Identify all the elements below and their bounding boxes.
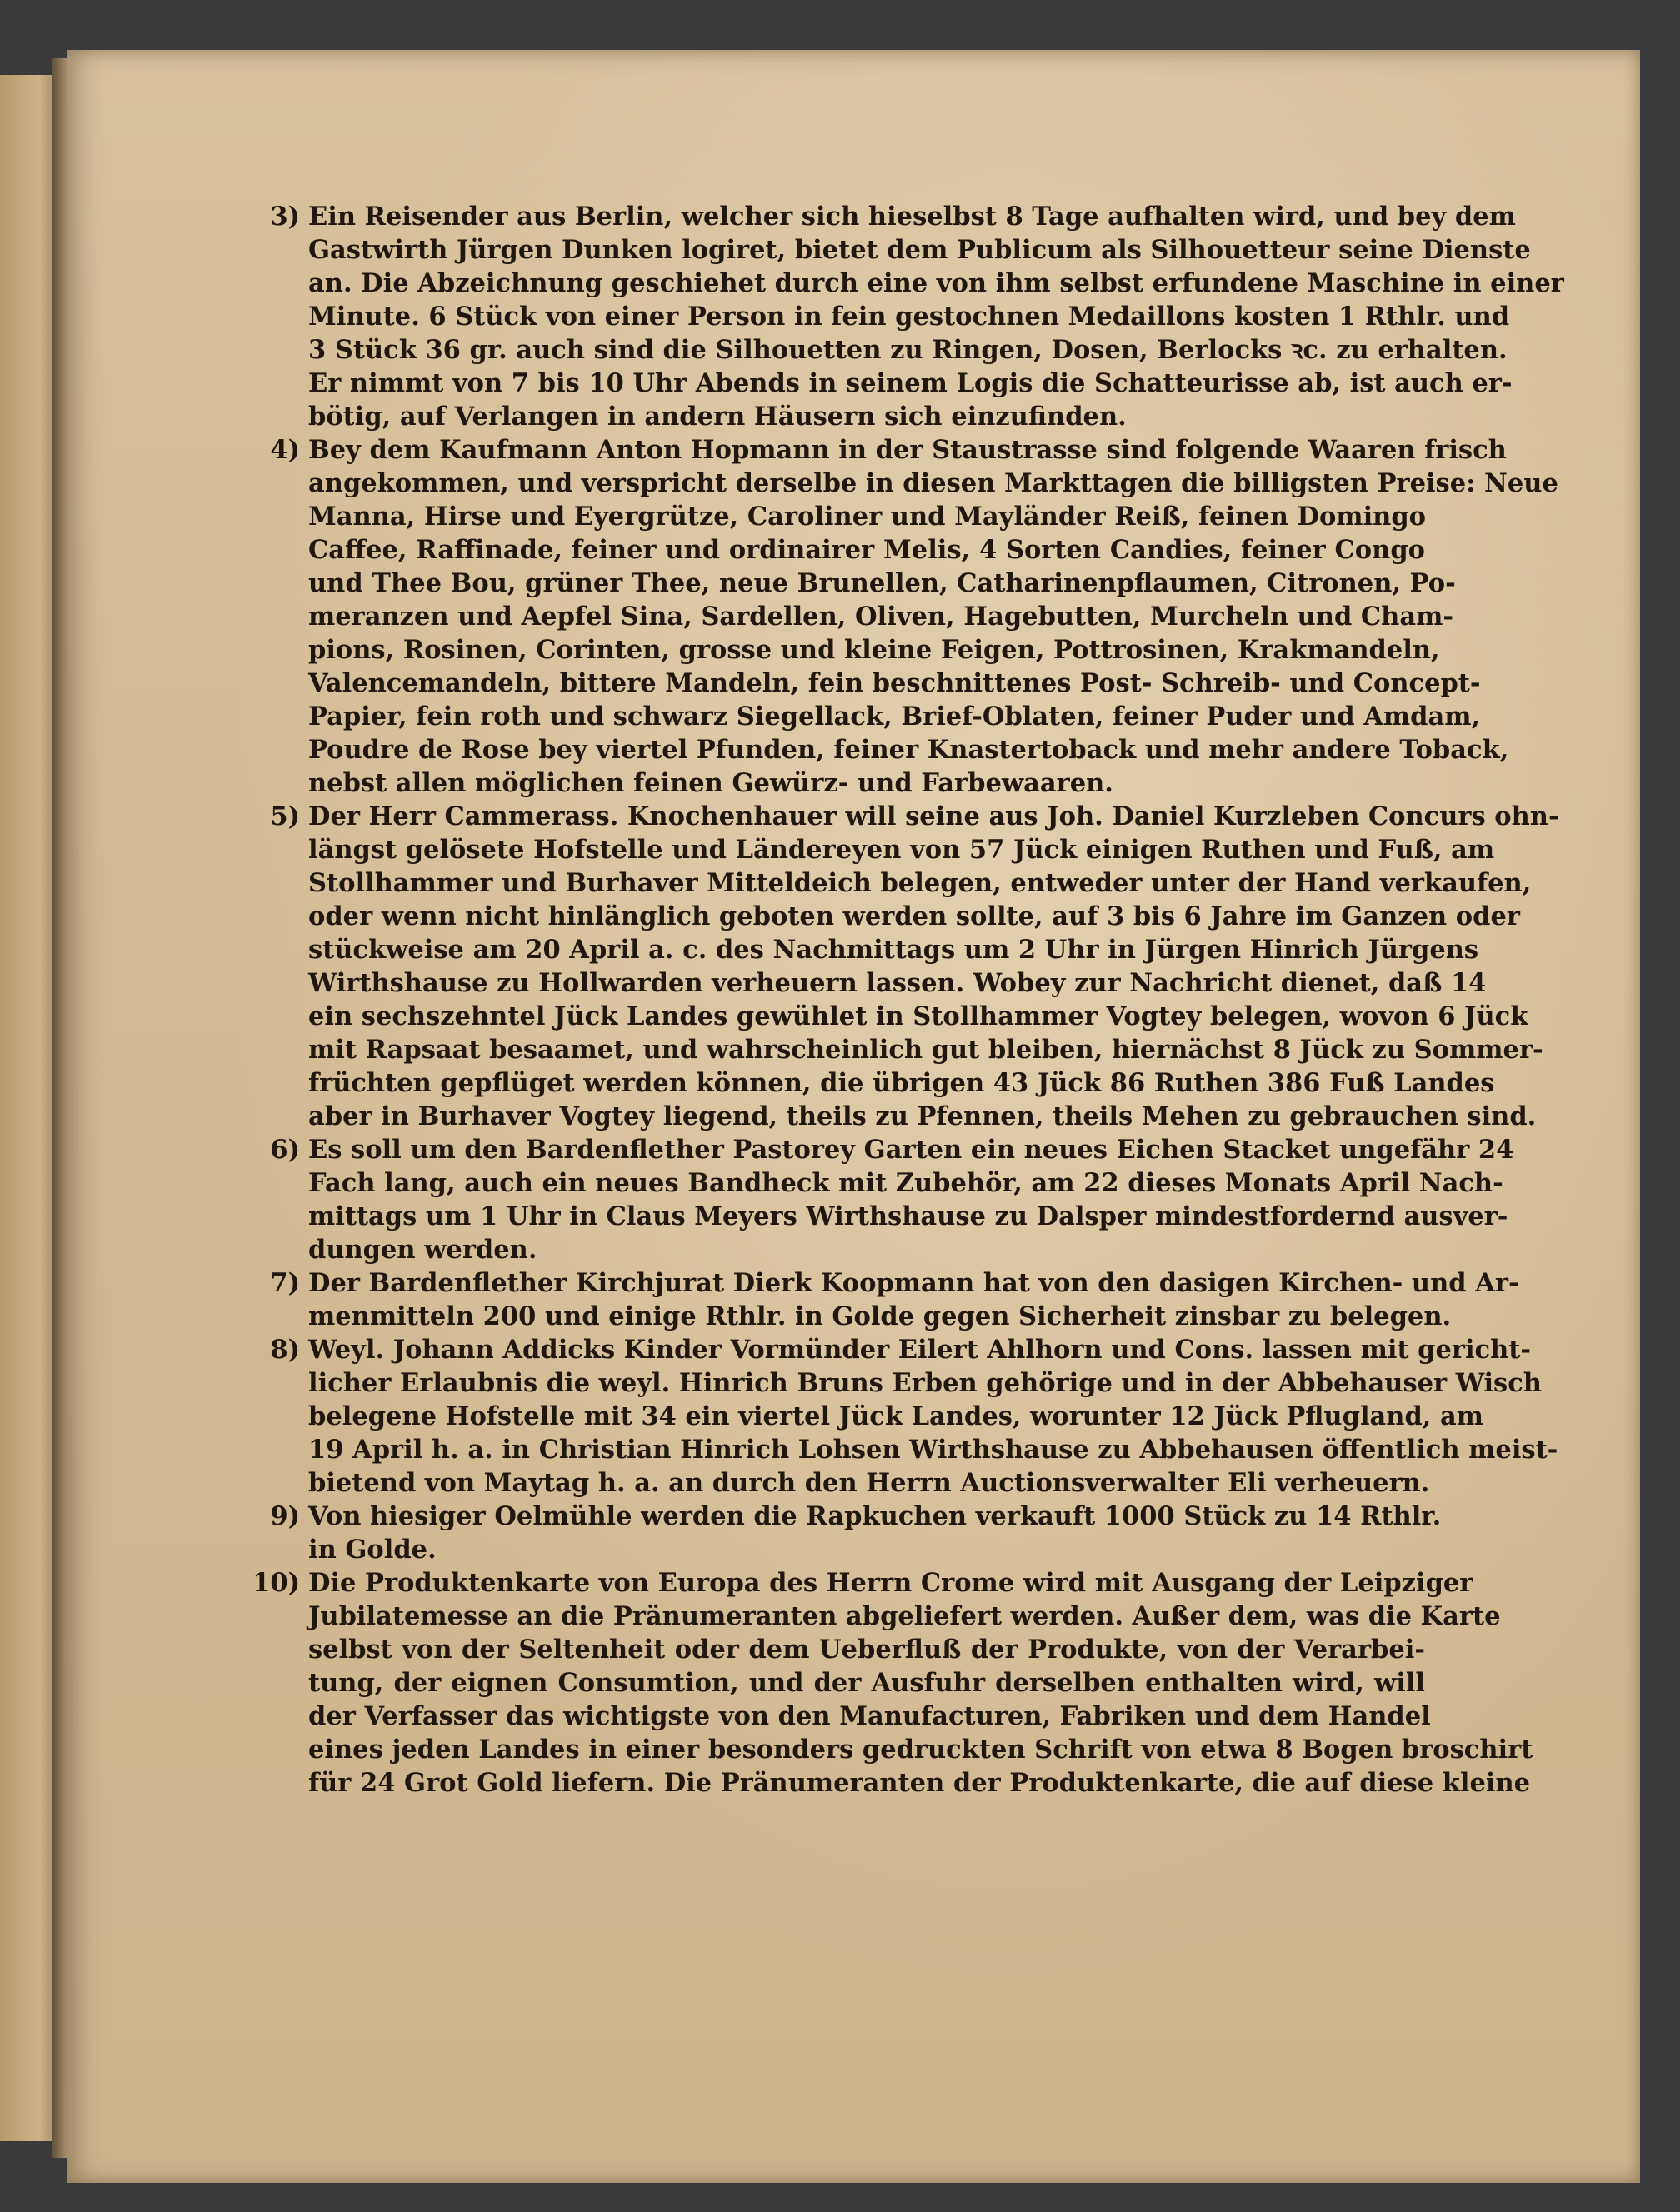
text-line: stückweise am 20 April a. c. des Nachmittags um 2 Uhr in Jürgen Hinrich Jürgens <box>308 935 1479 965</box>
text-line: der Verfasser das wichtigste von den Manufacturen, Fabriken und dem Handel <box>308 1701 1431 1731</box>
text-line: Manna, Hirse und Eyergrütze, Caroliner und Mayländer Reiß, feinen Domingo <box>308 502 1427 532</box>
announcement-entry <box>233 200 1564 433</box>
text-line: tung, der eignen Consumtion, und der Ausfuhr derselben enthalten wird, will <box>308 1668 1425 1698</box>
text-line: Ein Reisender aus Berlin, welcher sich hieselbst 8 Tage aufhalten wird, und bey dem <box>308 202 1516 232</box>
entry-number: 8) <box>270 1335 300 1365</box>
text-line: Die Produktenkarte von Europa des Herrn Crome wird mit Ausgang der Leipziger <box>308 1568 1473 1598</box>
text-line: Gastwirth Jürgen Dunken logiret, bietet dem Publicum als Silhouetteur seine Dienste <box>308 235 1531 265</box>
text-line: früchten gepflüget werden können, die übrigen 43 Jück 86 Ruthen 386 Fuß Landes <box>308 1068 1495 1098</box>
announcements-text <box>233 200 1564 1800</box>
text-line: meranzen und Aepfel Sina, Sardellen, Oliven, Hagebutten, Murcheln und Cham- <box>308 602 1454 632</box>
entry-number: 6) <box>270 1135 300 1165</box>
text-line: Der Bardenflether Kirchjurat Dierk Koopmann hat von den dasigen Kirchen- und Ar- <box>308 1268 1519 1298</box>
text-line: Weyl. Johann Addicks Kinder Vormünder Eilert Ahlhorn und Cons. lassen mit gericht- <box>308 1335 1532 1365</box>
text-line: Fach lang, auch ein neues Bandheck mit Zubehör, am 22 dieses Monats April Nach- <box>308 1168 1503 1198</box>
text-line: Minute. 6 Stück von einer Person in fein gestochnen Medaillons kosten 1 Rthlr. und <box>308 302 1510 332</box>
announcement-entry <box>233 1500 1442 1566</box>
text-line: menmitteln 200 und einige Rthlr. in Golde gegen Sicherheit zinsbar zu belegen. <box>308 1301 1452 1331</box>
text-line: nebst allen möglichen feinen Gewürz- und Farbewaaren. <box>308 768 1113 798</box>
text-line: 19 April h. a. in Christian Hinrich Lohsen Wirthshause zu Abbehausen öffentlich meist- <box>308 1435 1558 1465</box>
announcement-entry <box>233 1133 1514 1266</box>
text-line: belegene Hofstelle mit 34 ein viertel Jück Landes, worunter 12 Jück Pflugland, am <box>308 1401 1484 1431</box>
text-line: Der Herr Cammerass. Knochenhauer will seine aus Joh. Daniel Kurzleben Concurs ohn- <box>308 801 1559 831</box>
text-line: aber in Burhaver Vogtey liegend, theils zu Pfennen, theils Mehen zu gebrauchen sind. <box>308 1101 1537 1131</box>
announcement-entry <box>233 1333 1558 1500</box>
text-line: Von hiesiger Oelmühle werden die Rapkuchen verkauft 1000 Stück zu 14 Rthlr. <box>308 1501 1442 1531</box>
announcement-entry <box>233 800 1559 1133</box>
text-line: 3 Stück 36 gr. auch sind die Silhouetten zu Ringen, Dosen, Berlocks ꝛc. zu erhalten. <box>308 335 1508 365</box>
text-line: Bey dem Kaufmann Anton Hopmann in der Staustrasse sind folgende Waaren frisch <box>308 435 1507 465</box>
text-line: Wirthshause zu Hollwarden verheuern lassen. Wobey zur Nachricht dienet, daß 14 <box>308 968 1487 998</box>
announcement-entry <box>233 1266 1519 1333</box>
text-line: pions, Rosinen, Corinten, grosse und kleine Feigen, Pottrosinen, Krakmandeln, <box>308 635 1440 665</box>
text-line: eines jeden Landes in einer besonders gedruckten Schrift von etwa 8 Bogen broschirt <box>308 1735 1533 1765</box>
text-line: Jubilatemesse an die Pränumeranten abgeliefert werden. Außer dem, was die Karte <box>308 1601 1501 1631</box>
entry-number: 5) <box>270 801 300 831</box>
text-line: mit Rapsaat besaamet, und wahrscheinlich gut bleiben, hiernächst 8 Jück zu Sommer- <box>308 1035 1543 1065</box>
text-line: an. Die Abzeichnung geschiehet durch eine von ihm selbst erfundene Maschine in einer <box>308 268 1564 298</box>
text-line: licher Erlaubnis die weyl. Hinrich Bruns Erben gehörige und in der Abbehauser Wisch <box>308 1368 1542 1398</box>
text-line: oder wenn nicht hinlänglich geboten werden sollte, auf 3 bis 6 Jahre im Ganzen oder <box>308 901 1520 931</box>
page <box>67 50 1640 2183</box>
text-line: ein sechszehntel Jück Landes gewühlet in Stollhammer Vogtey belegen, wovon 6 Jück <box>308 1001 1528 1031</box>
entry-number: 4) <box>270 435 300 465</box>
entry-number: 9) <box>270 1501 300 1531</box>
entry-number: 7) <box>270 1268 300 1298</box>
text-line: und Thee Bou, grüner Thee, neue Brunellen, Catharinenpflaumen, Citronen, Po- <box>308 568 1456 598</box>
text-line: selbst von der Seltenheit oder dem Ueberfluß der Produkte, von der Verarbei- <box>308 1635 1425 1665</box>
text-line: längst gelösete Hofstelle und Ländereyen von 57 Jück einigen Ruthen und Fuß, am <box>308 835 1495 865</box>
text-line: Papier, fein roth und schwarz Siegellack, Brief-Oblaten, feiner Puder und Amdam, <box>308 702 1481 732</box>
text-line: Er nimmt von 7 bis 10 Uhr Abends in seinem Logis die Schatteurisse ab, ist auch er- <box>308 368 1512 398</box>
text-line: Caffee, Raffinade, feiner und ordinairer Melis, 4 Sorten Candies, feiner Congo <box>308 535 1425 565</box>
text-line: für 24 Grot Gold liefern. Die Pränumeranten der Produktenkarte, die auf diese kleine <box>308 1768 1531 1798</box>
text-line: Valencemandeln, bittere Mandeln, fein beschnittenes Post- Schreib- und Concept- <box>308 668 1481 698</box>
entry-number: 10) <box>252 1568 300 1598</box>
text-line: mittags um 1 Uhr in Claus Meyers Wirthshause zu Dalsper mindestfordernd ausver- <box>308 1201 1508 1231</box>
announcement-entry <box>233 433 1558 800</box>
text-line: Es soll um den Bardenflether Pastorey Garten ein neues Eichen Stacket ungefähr 24 <box>308 1135 1514 1165</box>
text-line: dungen werden. <box>308 1235 538 1265</box>
text-line: in Golde. <box>308 1535 437 1565</box>
text-line: Poudre de Rose bey viertel Pfunden, feiner Knastertoback und mehr andere Toback, <box>308 735 1509 765</box>
entry-number: 3) <box>270 202 300 232</box>
text-line: bietend von Maytag h. a. an durch den Herrn Auctionsverwalter Eli verheuern. <box>308 1468 1430 1498</box>
text-line: Stollhammer und Burhaver Mitteldeich belegen, entweder unter der Hand verkaufen, <box>308 868 1532 898</box>
announcement-entry <box>233 1566 1533 1800</box>
text-line: bötig, auf Verlangen in andern Häusern sich einzufinden. <box>308 402 1127 432</box>
text-line: angekommen, und verspricht derselbe in diesen Markttagen die billigsten Preise: Neue <box>308 468 1558 498</box>
